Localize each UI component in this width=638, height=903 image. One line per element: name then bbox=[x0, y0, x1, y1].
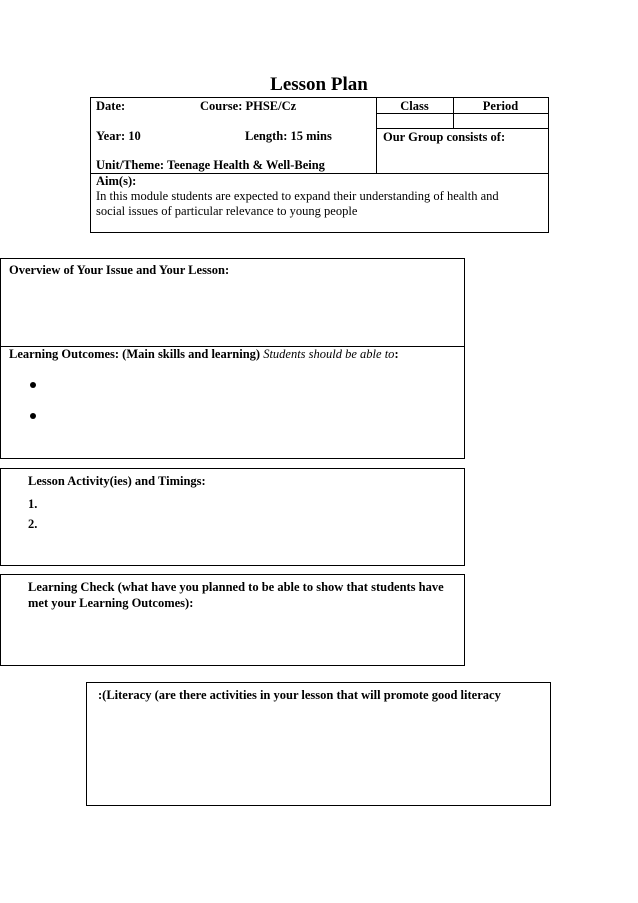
bullet-2 bbox=[30, 413, 36, 419]
group-label: Our Group consists of: bbox=[383, 130, 506, 144]
activity-item-1: 1. bbox=[28, 497, 38, 511]
course-label: Course: PHSE/Cz bbox=[200, 99, 297, 113]
learning-check-line-1: Learning Check (what have you planned to be able to show that students have bbox=[28, 580, 444, 594]
period-label: Period bbox=[482, 99, 519, 113]
aims-text-line-2: social issues of particular relevance to young people bbox=[96, 204, 358, 218]
learning-outcomes-label: Learning Outcomes: (Main skills and learning) Students should be able to: bbox=[9, 347, 399, 361]
year-label: Year: 10 bbox=[96, 129, 141, 143]
class-label: Class bbox=[400, 99, 429, 113]
activities-label: Lesson Activity(ies) and Timings: bbox=[28, 474, 206, 488]
date-label: Date: bbox=[96, 99, 126, 113]
page-title: Lesson Plan bbox=[270, 74, 368, 95]
aims-text-line-1: In this module students are expected to expand their understanding of health and bbox=[96, 189, 499, 203]
unit-theme-label: Unit/Theme: Teenage Health & Well-Being bbox=[96, 158, 325, 172]
outcomes-italic: Students should be able to bbox=[263, 347, 395, 361]
literacy-label: :(Literacy (are there activities in your lesson that will promote good literacy bbox=[98, 688, 501, 702]
length-label: Length: 15 mins bbox=[245, 129, 332, 143]
bullet-1 bbox=[30, 382, 36, 388]
overview-label: Overview of Your Issue and Your Lesson: bbox=[9, 263, 230, 277]
learning-check-line-2: met your Learning Outcomes): bbox=[28, 596, 194, 610]
activity-item-2: 2. bbox=[28, 517, 38, 531]
aims-label: Aim(s): bbox=[96, 174, 137, 188]
